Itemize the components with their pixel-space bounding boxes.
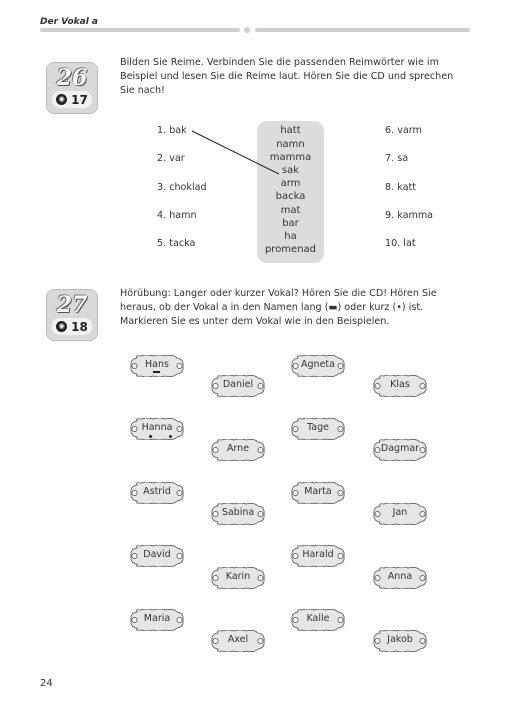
right-word-9: 9. kamma [385,210,434,221]
rhyme-word: promenad [264,244,317,255]
name-pill[interactable] [290,545,346,567]
name-label: Agneta [301,359,335,370]
name-label: Sabina [221,507,255,518]
name-pill[interactable] [129,418,185,440]
name-label: Arne [226,443,250,454]
name-label: David [143,549,171,560]
page-number: 24 [40,678,53,689]
short-vowel-mark [149,435,152,438]
name-pill[interactable] [210,439,266,461]
rhyme-word: hatt [280,125,301,136]
name-pill[interactable] [129,355,185,377]
running-header: Der Vokal a [40,17,98,27]
name-pill[interactable] [290,482,346,504]
name-label: Klas [390,379,410,390]
name-pill[interactable] [210,630,266,652]
exercise-number: 26 [56,65,88,91]
name-pill[interactable] [210,567,266,589]
rhyme-word: backa [275,191,306,202]
name-pill[interactable] [372,503,428,525]
name-pill[interactable] [210,375,266,397]
name-pill[interactable] [290,418,346,440]
name-pill[interactable] [372,439,428,461]
name-label: Hans [145,359,169,370]
cd-icon: ◉ [56,321,67,332]
right-word-8: 8. katt [385,182,416,193]
rhyme-word: sak [281,165,300,176]
name-pill[interactable] [129,609,185,631]
name-label: Hanna [141,422,173,433]
name-label: Tage [307,422,329,433]
rhyme-word: ha [284,231,297,242]
name-label: Karin [225,571,251,582]
name-label: Marta [304,486,332,497]
rhyme-word: namn [276,139,305,150]
long-vowel-mark [153,371,160,373]
rhyme-word: mamma [269,152,312,163]
left-word-2: 2. var [157,153,185,164]
name-label: Harald [302,549,334,560]
cd-icon: ◉ [56,94,67,105]
name-pill[interactable] [372,630,428,652]
exercise-26-instruction: Bilden Sie Reime. Verbinden Sie die passenden Reimwörter wie im Beispiel und lesen Sie die Reime laut. Hören Sie die CD und sprechen Sie nach! [120,57,454,96]
name-pill[interactable] [372,567,428,589]
name-label: Anna [387,571,413,582]
rhyme-word: arm [280,178,301,189]
name-label: Daniel [222,379,254,390]
name-label: Jan [392,507,408,518]
left-word-4: 4. hamn [157,210,197,221]
rhyme-word: bar [282,218,299,229]
exercise-27-badge [46,289,98,341]
cd-track-label [52,318,92,335]
left-word-5: 5. tacka [157,238,196,249]
name-label: Astrid [143,486,171,497]
name-label: Jakob [387,634,413,645]
cd-track-number: 17 [71,92,88,107]
name-pill[interactable] [129,482,185,504]
cd-track-number: 18 [71,319,88,334]
exercise-number: 27 [56,292,88,318]
name-pill[interactable] [129,545,185,567]
name-label: Maria [143,613,171,624]
rhyme-word: mat [280,205,301,216]
name-pill[interactable] [210,503,266,525]
name-label: Kalle [306,613,330,624]
name-pill[interactable] [290,355,346,377]
name-pill[interactable] [372,375,428,397]
exercise-27-instruction: Hörübung: Langer oder kurzer Vokal? Hören Sie die CD! Hören Sie heraus, ob der Vokal a in den Namen lang (▬) oder kurz (•) ist. Markieren Sie es unter dem Vokal wie in den Beispielen. [120,288,437,327]
right-word-7: 7. sa [385,153,409,164]
name-label: Dagmar [380,443,420,454]
short-vowel-mark [169,435,172,438]
right-word-6: 6. varm [385,125,422,136]
left-word-1: 1. bak [157,125,187,136]
name-pill[interactable] [290,609,346,631]
name-label: Axel [227,634,249,645]
left-word-3: 3. choklad [157,182,207,193]
right-word-10: 10. lat [385,238,416,249]
